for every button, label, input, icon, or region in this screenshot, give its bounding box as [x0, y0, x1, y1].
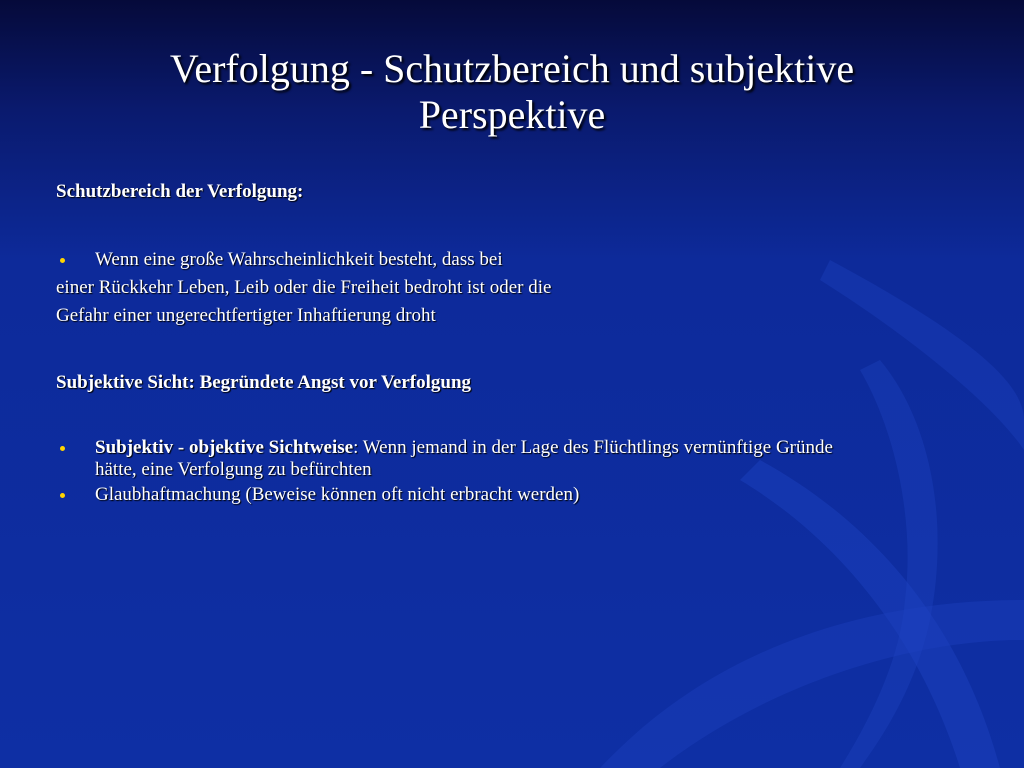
bullet-dot-icon [60, 258, 65, 263]
section-heading-subjektive-sicht: Subjektive Sicht: Begründete Angst vor Verfolgung [56, 372, 472, 393]
bullet-dot-icon [60, 493, 65, 498]
bullet-text: : Wenn jemand in der Lage des Flüchtlings vernünftige Gründe [353, 437, 833, 458]
bullet-item-wahrscheinlichkeit [56, 246, 976, 274]
title-line-1: Verfolgung - Schutzbereich und subjektive [169, 46, 855, 91]
body-line-gefahr: Gefahr einer ungerechtfertigter Inhaftierung droht [56, 305, 436, 326]
slide-title [0, 46, 1024, 138]
section-heading-schutzbereich: Schutzbereich der Verfolgung: [56, 181, 304, 202]
bullet-text-continuation: hätte, eine Verfolgung zu befürchten [95, 459, 372, 480]
bullet-dot-icon [60, 446, 65, 451]
bullet-bold-term: Subjektiv - objektive Sichtweise [95, 437, 354, 458]
bullet-item-sichtweise [56, 437, 976, 481]
slide-body [56, 178, 976, 509]
bullet-text: Glaubhaftmachung (Beweise können oft nicht erbracht werden) [95, 484, 580, 505]
body-line-rueckkehr: einer Rückkehr Leben, Leib oder die Freiheit bedroht ist oder die [56, 277, 552, 298]
bullet-text: Wenn eine große Wahrscheinlichkeit besteht, dass bei [95, 249, 503, 270]
title-line-2: Perspektive [418, 92, 606, 137]
bullet-item-glaubhaftmachung [56, 481, 976, 509]
